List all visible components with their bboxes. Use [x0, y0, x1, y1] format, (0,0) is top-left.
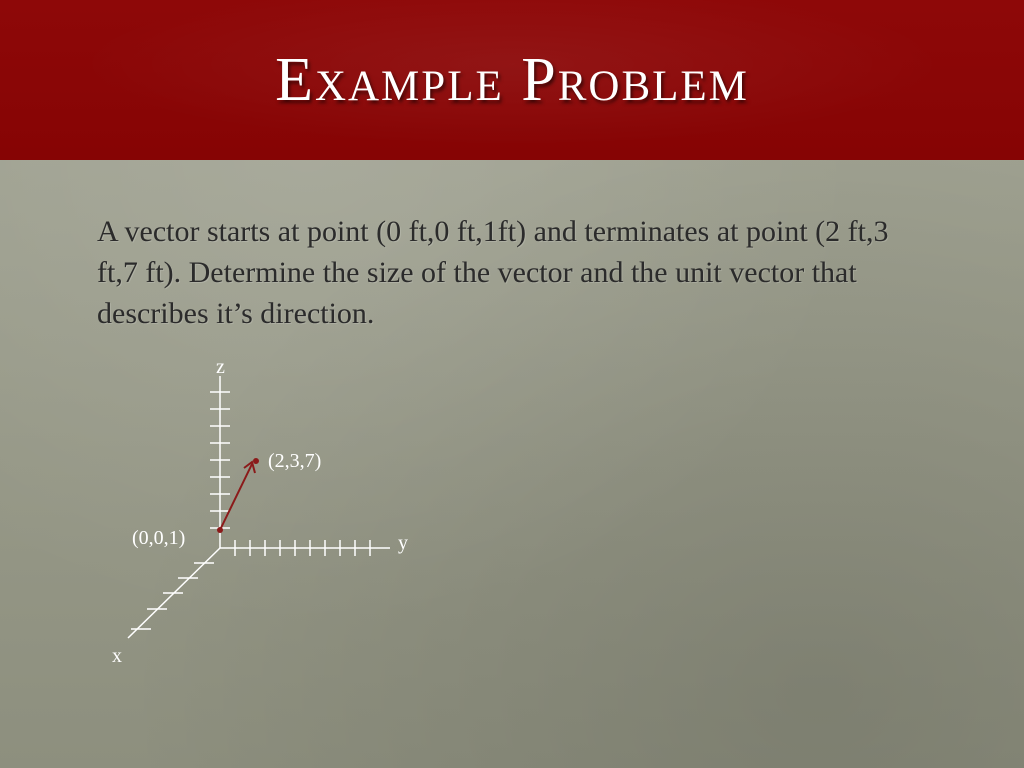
- vector-line: [220, 464, 252, 530]
- z-axis-label: z: [216, 356, 225, 378]
- vector-diagram: [100, 350, 440, 680]
- slide-title: Example Problem: [275, 46, 749, 114]
- x-axis-ticks: [131, 563, 214, 629]
- x-axis-label: x: [112, 645, 122, 667]
- start-point-label: (0,0,1): [132, 527, 186, 549]
- vector-start-point: [217, 527, 223, 533]
- problem-text: A vector starts at point (0 ft,0 ft,1ft) and terminates at point (2 ft,3 ft,7 ft). Determine the size of the vector and the unit vector that describes it’s direction.: [97, 215, 889, 330]
- title-banner: [0, 0, 1024, 160]
- end-point-label: (2,3,7): [268, 450, 322, 472]
- y-axis-label: y: [398, 532, 408, 554]
- vector-end-point: [253, 458, 259, 464]
